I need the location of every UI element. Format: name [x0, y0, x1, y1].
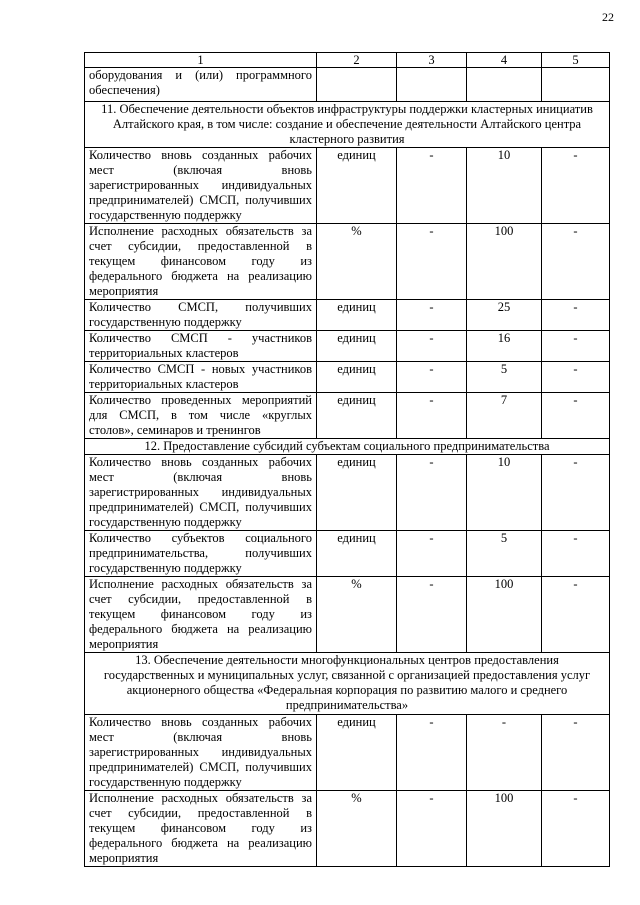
unit-cell: единиц — [317, 393, 397, 439]
value-cell: - — [542, 362, 610, 393]
table-row — [85, 300, 610, 331]
table-row — [85, 393, 610, 439]
indicator-name: Исполнение расходных обязательств за счет субсидии, предоставленной в текущем финансовом году из федерального бюджета на реализацию мероприятия — [85, 791, 317, 867]
indicator-name: оборудования и (или) программного обеспечения) — [85, 68, 317, 102]
value-cell: - — [542, 791, 610, 867]
table-row — [85, 791, 610, 867]
value-cell: 10 — [467, 455, 542, 531]
value-cell — [397, 68, 467, 102]
section-row — [85, 102, 610, 148]
value-cell: 25 — [467, 300, 542, 331]
value-cell: - — [542, 531, 610, 577]
value-cell: - — [542, 715, 610, 791]
indicators-table — [84, 52, 610, 867]
value-cell: - — [397, 791, 467, 867]
value-cell: 100 — [467, 577, 542, 653]
value-cell: - — [397, 224, 467, 300]
value-cell: - — [542, 148, 610, 224]
value-cell: - — [397, 531, 467, 577]
value-cell: - — [467, 715, 542, 791]
header-row — [85, 53, 610, 68]
section-title: 12. Предоставление субсидий субъектам социального предпринимательства — [85, 439, 610, 455]
unit-cell: единиц — [317, 331, 397, 362]
value-cell: 5 — [467, 362, 542, 393]
unit-cell: единиц — [317, 148, 397, 224]
indicator-name: Количество вновь созданных рабочих мест (включая вновь зарегистрированных индивидуальных предпринимателей) СМСП, получивших государственную поддержку — [85, 455, 317, 531]
value-cell: - — [542, 577, 610, 653]
section-title: 11. Обеспечение деятельности объектов инфраструктуры поддержки кластерных инициатив Алтайского края, в том числе: создание и обеспечение деятельности Алтайского центра кластерного развития — [85, 102, 610, 148]
header-cell: 2 — [317, 53, 397, 68]
table-row — [85, 68, 610, 102]
value-cell: 10 — [467, 148, 542, 224]
value-cell: - — [397, 362, 467, 393]
value-cell: - — [542, 331, 610, 362]
table-row — [85, 715, 610, 791]
header-cell: 1 — [85, 53, 317, 68]
indicator-name: Количество СМСП, получивших государственную поддержку — [85, 300, 317, 331]
value-cell: - — [397, 300, 467, 331]
value-cell: - — [542, 393, 610, 439]
table-row — [85, 455, 610, 531]
unit-cell: единиц — [317, 715, 397, 791]
page-number: 22 — [602, 10, 614, 24]
indicator-name: Количество вновь созданных рабочих мест (включая вновь зарегистрированных индивидуальных предпринимателей) СМСП, получивших государственную поддержку — [85, 715, 317, 791]
indicator-name: Количество проведенных мероприятий для СМСП, в том числе «круглых столов», семинаров и тренингов — [85, 393, 317, 439]
header-cell: 4 — [467, 53, 542, 68]
header-cell: 5 — [542, 53, 610, 68]
value-cell: - — [397, 577, 467, 653]
indicator-name: Количество СМСП - участников территориальных кластеров — [85, 331, 317, 362]
table-row — [85, 362, 610, 393]
indicator-name: Количество вновь созданных рабочих мест (включая вновь зарегистрированных индивидуальных предпринимателей) СМСП, получивших государственную поддержку — [85, 148, 317, 224]
value-cell: - — [397, 331, 467, 362]
value-cell: 16 — [467, 331, 542, 362]
unit-cell: единиц — [317, 531, 397, 577]
unit-cell: единиц — [317, 300, 397, 331]
unit-cell: единиц — [317, 362, 397, 393]
table-row — [85, 577, 610, 653]
value-cell — [542, 68, 610, 102]
value-cell — [467, 68, 542, 102]
indicator-name: Количество субъектов социального предпринимательства, получивших государственную поддержку — [85, 531, 317, 577]
value-cell: - — [397, 393, 467, 439]
value-cell: - — [397, 715, 467, 791]
header-cell: 3 — [397, 53, 467, 68]
value-cell: 5 — [467, 531, 542, 577]
indicator-name: Исполнение расходных обязательств за счет субсидии, предоставленной в текущем финансовом году из федерального бюджета на реализацию мероприятия — [85, 224, 317, 300]
section-row — [85, 439, 610, 455]
value-cell: - — [397, 455, 467, 531]
unit-cell: % — [317, 791, 397, 867]
section-title: 13. Обеспечение деятельности многофункциональных центров предоставления государственных и муниципальных услуг, связанной с организацией предоставления услуг акционерного общества «Федеральная корпорация по развитию малого и среднего предпринимательства» — [85, 653, 610, 715]
value-cell: 7 — [467, 393, 542, 439]
indicator-name: Количество СМСП - новых участников территориальных кластеров — [85, 362, 317, 393]
value-cell: - — [542, 300, 610, 331]
value-cell: 100 — [467, 791, 542, 867]
unit-cell: % — [317, 224, 397, 300]
value-cell: - — [397, 148, 467, 224]
unit-cell: % — [317, 577, 397, 653]
table-row — [85, 224, 610, 300]
table-row — [85, 531, 610, 577]
table-row — [85, 148, 610, 224]
value-cell: 100 — [467, 224, 542, 300]
unit-cell — [317, 68, 397, 102]
value-cell: - — [542, 455, 610, 531]
indicator-name: Исполнение расходных обязательств за счет субсидии, предоставленной в текущем финансовом году из федерального бюджета на реализацию мероприятия — [85, 577, 317, 653]
unit-cell: единиц — [317, 455, 397, 531]
table-row — [85, 331, 610, 362]
value-cell: - — [542, 224, 610, 300]
section-row — [85, 653, 610, 715]
